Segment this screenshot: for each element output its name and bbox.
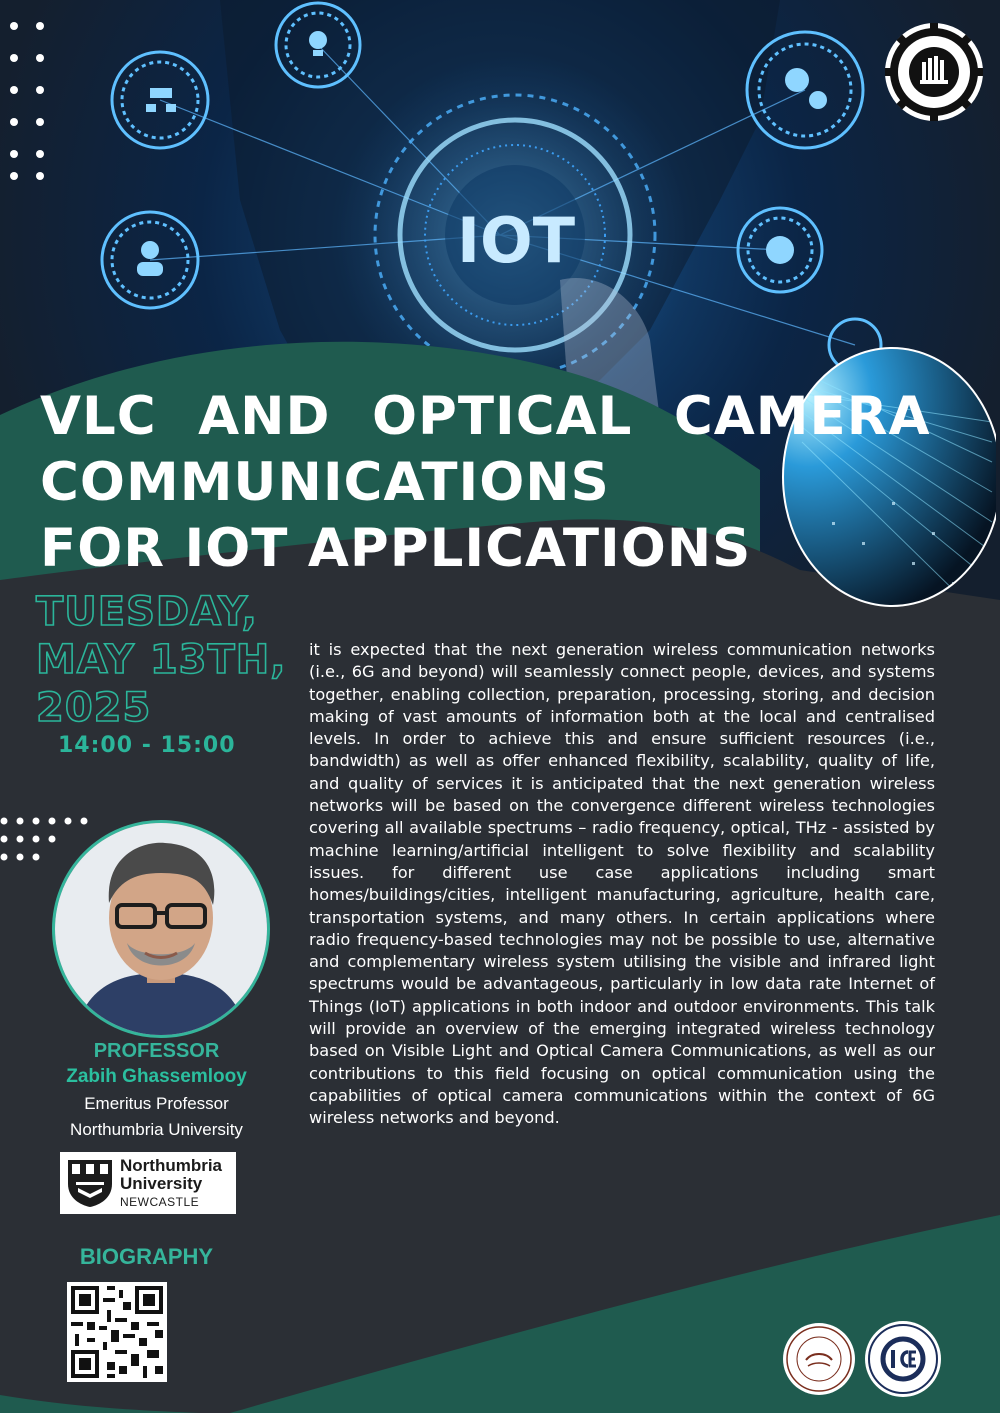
biography-label: BIOGRAPHY [79,1244,214,1269]
date-line-2: MAY 13TH, [36,637,287,683]
talk-abstract: it is expected that the next generation wireless communication networks (i.e., 6G and beyond) will seamlessly connect people, devices, and systems together, enabling collection, preparation, processing, storing, and decision making of vast amounts of information both at the local and centralised levels. In order to achieve this and ensure sufficient resources (i.e., bandwidth) as well as offer enhanced flexibility, scalability, quality of life, and quality of services it is anticipated that the next generation wireless networks will be based on the convergence different wireless technologies covering all available spectrums – radio frequency, optical, THz - assisted by machine learning/artificial intelligent to solve flexibility and scalability issues. for different use case applications including smart homes/buildings/cities, intelligent manufacturing, agriculture, health care, transportation systems, and many others. In certain applications where radio frequency-based technologies may not be possible to use, alternative and complementary wireless system utilising the visible and infrared light spectrums would be advantageous, particularly in low data rate Internet of Things (IoT) applications in both indoor and outdoor environments. This talk will provide an overview of the emerging integrated wireless technology based on Visible Light and Optical Camera Communications, as well as our contributions to this field focusing on optical communication using the capabilities of optical camera communications within the context of 6G wireless networks and beyond. [309,640,935,1128]
speaker-role: Emeritus Professor [84,1094,229,1113]
qr-code-icon[interactable] [67,1282,167,1382]
event-date [36,588,296,732]
ice-seal-icon [864,1320,942,1398]
title-line-2: COMMUNICATIONS [40,452,610,513]
speaker-photo [52,820,270,1038]
speaker-affiliation: Northumbria University [70,1120,243,1139]
northumbria-logo [60,1152,236,1214]
date-line-3: 2025 [36,685,152,731]
northumbria-logo-line-3: NEWCASTLE [120,1195,200,1209]
speaker-name: Zabih Ghassemlooy [66,1066,247,1087]
iot-hero-label: IOT [456,204,576,277]
title-line-3: FOR IOT APPLICATIONS [40,518,752,579]
speaker-title: PROFESSOR [93,1040,220,1062]
speaker-portrait-icon [55,823,267,1035]
society-seal-icon [782,1322,856,1396]
title-line-1: VLC AND OPTICAL CAMERA [40,386,931,447]
date-line-1: TUESDAY, [36,589,258,635]
northumbria-logo-line-2: University [120,1174,203,1193]
event-time: 14:00 - 15:00 [58,733,236,758]
event-title [40,384,960,582]
northumbria-crest-icon [66,1158,114,1208]
northumbria-logo-line-1: Northumbria [120,1156,222,1175]
